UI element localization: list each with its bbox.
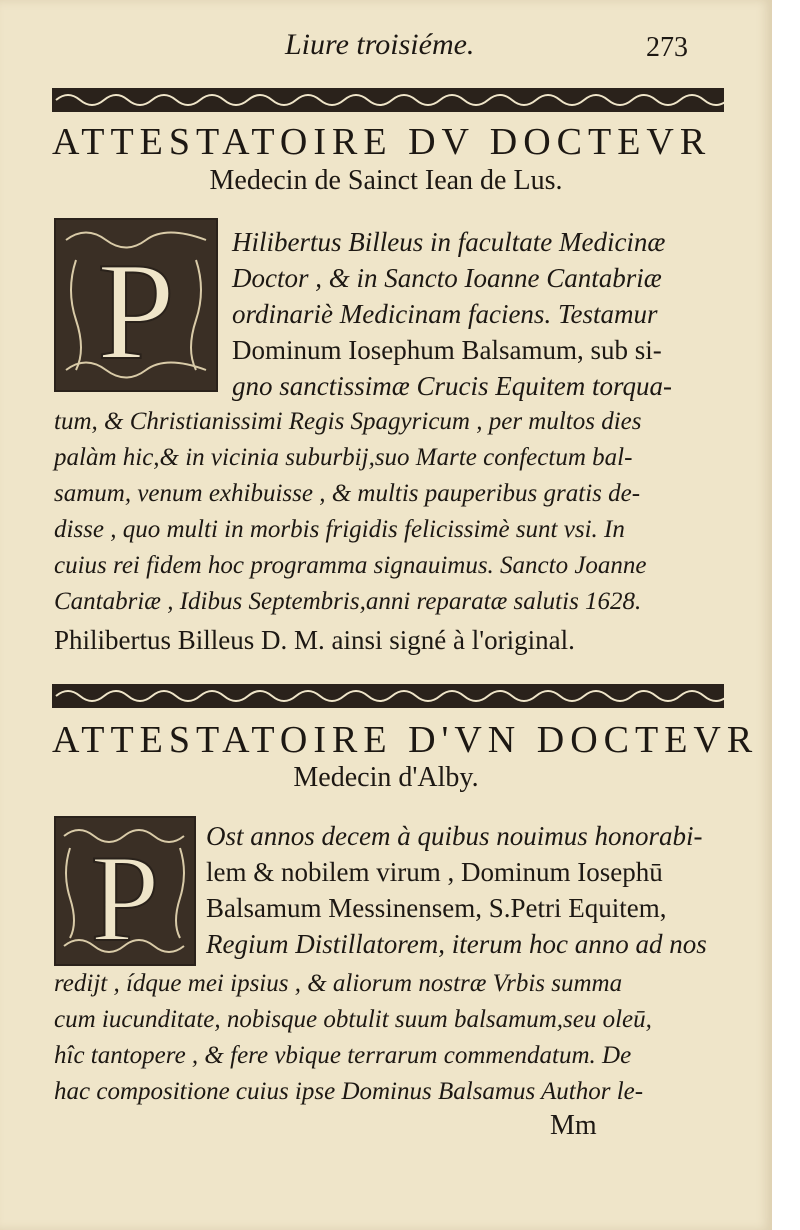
text-line: gno sanctissimæ Crucis Equitem torqua- [232, 371, 673, 401]
text-line: Doctor , & in Sancto Ioanne Cantabriæ [232, 263, 662, 293]
decorated-initial-1 [54, 218, 218, 392]
text-line: Balsamum Messinensem, S.Petri Equitem, [206, 893, 667, 923]
section-1-title: ATTESTATOIRE DV DOCTEVR [52, 121, 712, 163]
text-line: ordinariè Medicinam faciens. Testamur [232, 299, 658, 329]
section-2-title: ATTESTATOIRE D'VN DOCTEVR [52, 719, 759, 761]
initial-letter-1: P [97, 234, 175, 389]
page-edge [772, 0, 800, 1230]
running-title: Liure troisiéme. [285, 28, 475, 61]
text-line: Philibertus Billeus D. M. ainsi signé à l'original. [54, 625, 575, 655]
decorated-initial-2 [54, 816, 196, 966]
catchword: Mm [550, 1110, 597, 1141]
ornament-band-2 [52, 684, 724, 708]
text-line: hac compositione cuius ipse Dominus Balsamus Author le- [54, 1078, 644, 1105]
text-line: lem & nobilem virum , Dominum Iosephū [206, 857, 663, 887]
page-number: 273 [646, 32, 688, 63]
ornament-band-1 [52, 88, 724, 112]
section-1-subtitle: Medecin de Sainct Iean de Lus. [209, 165, 563, 196]
section-2-subtitle: Medecin d'Alby. [293, 762, 479, 793]
text-line: Cantabriæ , Idibus Septembris,anni reparatæ salutis 1628. [54, 588, 642, 615]
text-line: redijt , ídque mei ipsius , & aliorum nostræ Vrbis summa [54, 970, 623, 997]
text-line: disse , quo multi in morbis frigidis felicissimè sunt vsi. In [54, 516, 625, 543]
text-line: palàm hic,& in vicinia suburbij,suo Marte confectum bal- [54, 444, 633, 471]
text-line: Ost annos decem à quibus nouimus honorabi- [206, 821, 703, 851]
text-line: tum, & Christianissimi Regis Spagyricum , per multos dies [54, 408, 642, 435]
page-header [0, 20, 772, 70]
text-line: Regium Distillatorem, iterum hoc anno ad nos [206, 929, 707, 959]
text-line: hîc tantopere , & fere vbique terrarum commendatum. De [54, 1042, 632, 1069]
text-line: Hilibertus Billeus in facultate Medicinæ [232, 227, 666, 257]
text-line: samum, venum exhibuisse , & multis pauperibus gratis de- [54, 480, 641, 507]
text-line: cuius rei fidem hoc programma signauimus. Sancto Joanne [54, 552, 647, 579]
initial-letter-2: P [90, 830, 160, 964]
text-line: cum iucunditate, nobisque obtulit suum balsamum,seu oleū, [54, 1006, 652, 1033]
text-line: Dominum Iosephum Balsamum, sub si- [232, 335, 662, 365]
